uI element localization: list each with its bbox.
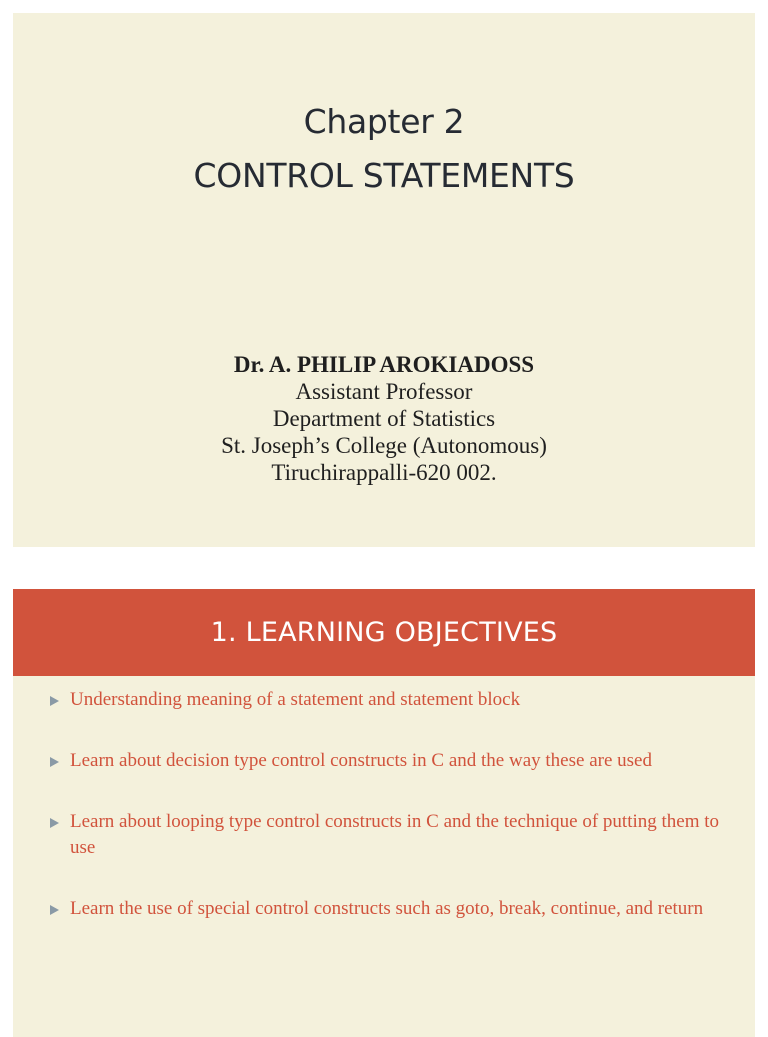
objective-text: Learn the use of special control constructs such as goto, break, continue, and return — [70, 898, 704, 919]
author-info — [13, 351, 755, 486]
objectives-slide — [13, 589, 755, 1037]
chapter-number: Chapter 2 — [303, 102, 465, 141]
objective-text: Understanding meaning of a statement and statement block — [70, 689, 521, 710]
author-name: Dr. A. PHILIP AROKIADOSS — [233, 352, 535, 377]
objectives-list — [13, 687, 755, 922]
list-item — [13, 896, 755, 922]
triangle-right-icon — [50, 905, 59, 915]
objective-text: Learn about looping type control constructs in C and the technique of putting them to use — [70, 811, 720, 858]
list-item — [13, 687, 755, 713]
list-item — [13, 748, 755, 774]
triangle-right-icon — [50, 696, 59, 706]
author-college: St. Joseph’s College (Autonomous) — [221, 433, 547, 458]
objective-text: Learn about decision type control constructs in C and the way these are used — [70, 750, 652, 771]
title-slide — [13, 13, 755, 547]
author-position: Assistant Professor — [295, 379, 473, 404]
triangle-right-icon — [50, 757, 59, 767]
section-header — [13, 589, 755, 676]
author-address: Tiruchirappalli-620 002. — [271, 460, 497, 485]
chapter-heading — [13, 95, 755, 203]
triangle-right-icon — [50, 818, 59, 828]
author-department: Department of Statistics — [272, 406, 496, 431]
chapter-topic: CONTROL STATEMENTS — [193, 156, 575, 195]
list-item — [13, 809, 755, 861]
section-title: 1. LEARNING OBJECTIVES — [210, 617, 558, 648]
